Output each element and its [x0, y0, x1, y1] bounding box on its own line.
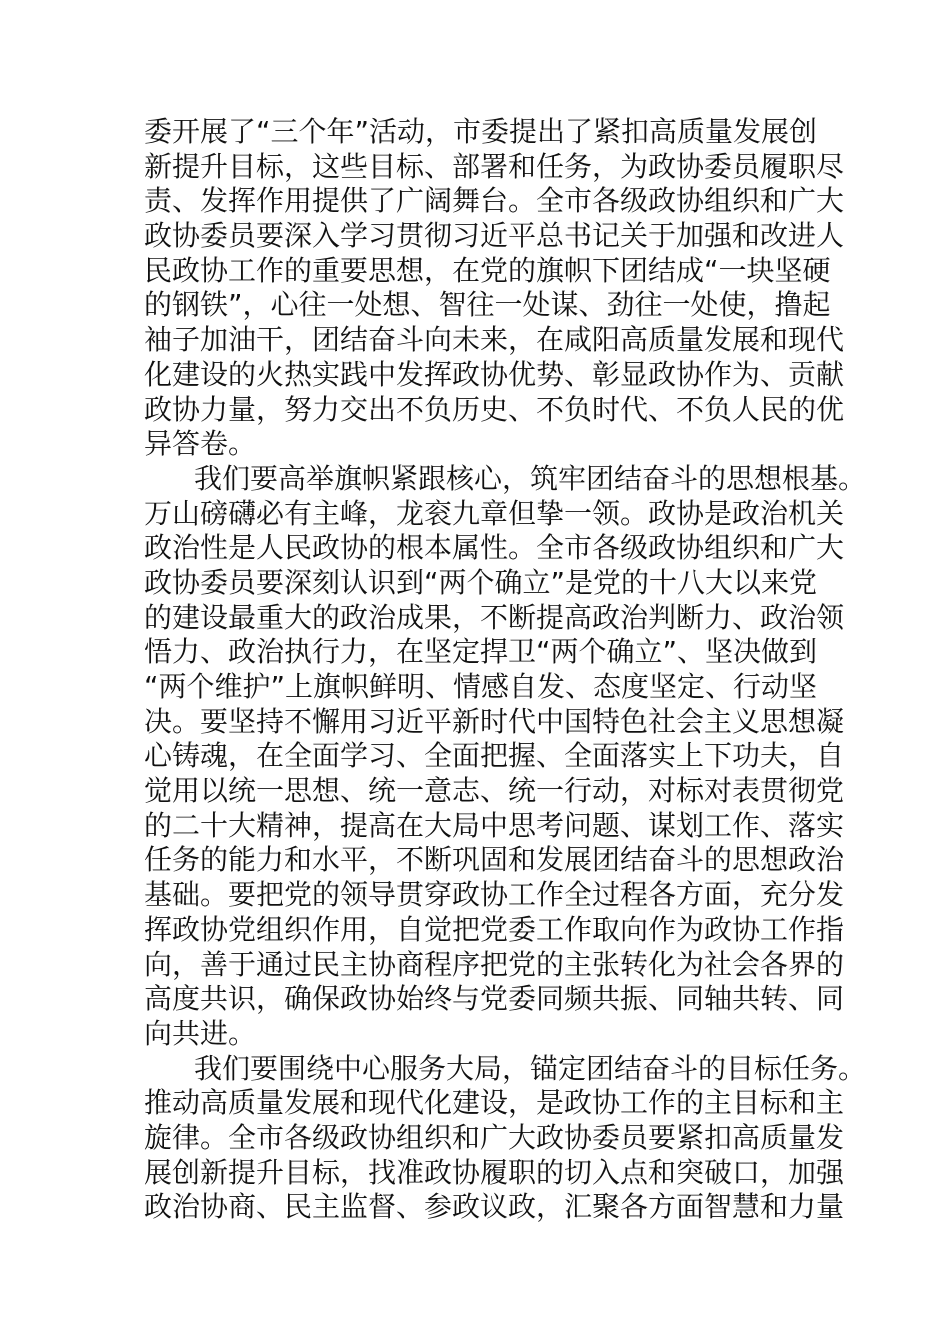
text-line: 袖子加油干，团结奋斗向未来，在咸阳高质量发展和现代 — [144, 323, 845, 357]
text-line: 旋律。全市各级政协组织和广大政协委员要紧扣高质量发 — [144, 1120, 845, 1154]
text-line: 政治性是人民政协的根本属性。全市各级政协组织和广大 — [144, 531, 845, 565]
text-line: 展创新提升目标，找准政协履职的切入点和突破口，加强 — [144, 1155, 845, 1189]
text-line: 政协委员要深刻认识到“两个确立”是党的十八大以来党 — [144, 565, 818, 599]
body-text — [144, 115, 867, 1225]
text-line: 向，善于通过民主协商程序把党的主张转化为社会各界的 — [144, 947, 845, 981]
text-line: 挥政协党组织作用，自觉把党委工作取向作为政协工作指 — [144, 912, 845, 946]
text-line: 委开展了“三个年”活动，市委提出了紧扣高质量发展创 — [144, 115, 818, 148]
text-line: 心铸魂，在全面学习、全面把握、全面落实上下功夫，自 — [144, 739, 845, 773]
text-line: 万山磅礴必有主峰，龙衮九章但挚一领。政协是政治机关 — [144, 496, 845, 530]
text-line: 异答卷。 — [144, 427, 257, 461]
text-line: 政协委员要深入学习贯彻习近平总书记关于加强和改进人 — [144, 219, 845, 253]
text-line: 悟力、政治执行力，在坚定捍卫“两个确立”、坚决做到 — [144, 635, 818, 669]
text-line: 政协力量，努力交出不负历史、不负时代、不负人民的优 — [144, 392, 845, 426]
text-line: 高度共识，确保政协始终与党委同频共振、同轴共转、同 — [144, 982, 845, 1016]
text-line: 的建设最重大的政治成果，不断提高政治判断力、政治领 — [144, 600, 845, 634]
text-line: 决。要坚持不懈用习近平新时代中国特色社会主义思想凝 — [144, 704, 845, 738]
paragraph-first-line: 我们要围绕中心服务大局，锚定团结奋斗的目标任务。 — [194, 1051, 867, 1085]
text-line: 的二十大精神，提高在大局中思考问题、谋划工作、落实 — [144, 808, 845, 842]
text-line: 任务的能力和水平，不断巩固和发展团结奋斗的思想政治 — [144, 843, 845, 877]
text-line: 新提升目标，这些目标、部署和任务，为政协委员履职尽 — [144, 149, 845, 183]
text-line: 责、发挥作用提供了广阔舞台。全市各级政协组织和广大 — [144, 184, 845, 218]
text-line: 觉用以统一思想、统一意志、统一行动，对标对表贯彻党 — [144, 774, 845, 808]
text-line: 推动高质量发展和现代化建设，是政协工作的主目标和主 — [144, 1086, 845, 1120]
text-line: 向共进。 — [144, 1016, 257, 1050]
text-line: 基础。要把党的领导贯穿政协工作全过程各方面，充分发 — [144, 878, 845, 912]
text-line: “两个维护”上旗帜鲜明、情感自发、态度坚定、行动坚 — [144, 670, 818, 703]
text-line: 民政协工作的重要思想，在党的旗帜下团结成“一块坚硬 — [144, 253, 831, 287]
paragraph-first-line: 我们要高举旗帜紧跟核心，筑牢团结奋斗的思想根基。 — [194, 461, 867, 495]
text-line: 化建设的火热实践中发挥政协优势、彰显政协作为、贡献 — [144, 357, 845, 391]
text-line: 的钢铁”，心往一处想、智往一处谋、劲往一处使，撸起 — [144, 288, 831, 322]
text-line: 政治协商、民主监督、参政议政，汇聚各方面智慧和力量 — [144, 1190, 845, 1224]
